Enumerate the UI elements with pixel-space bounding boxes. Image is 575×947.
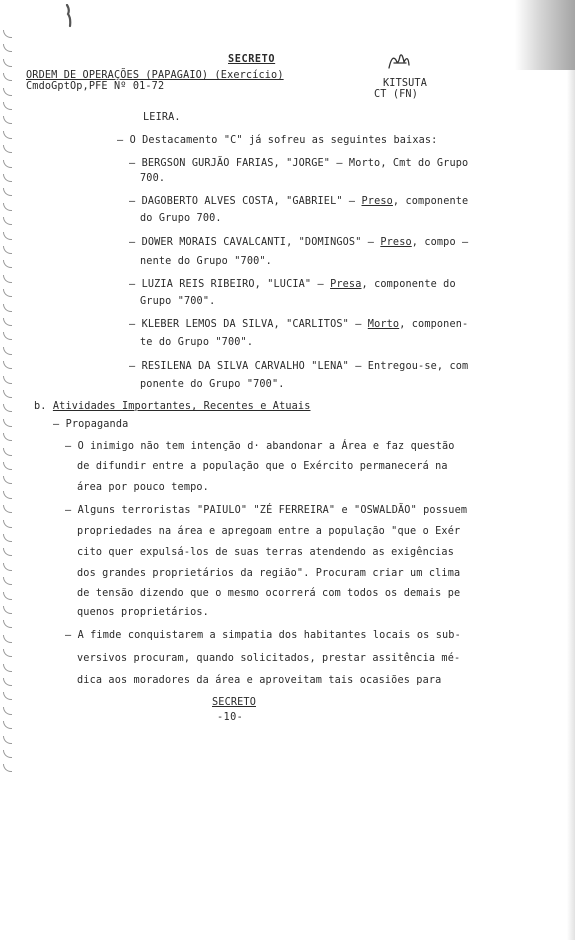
binding-hole xyxy=(3,404,12,412)
binding-hole xyxy=(3,534,12,542)
binding-hole xyxy=(3,606,12,614)
scan-edge-strip xyxy=(567,70,575,940)
casualty-status: Presa xyxy=(330,279,362,290)
binding-hole xyxy=(3,548,12,556)
binding-hole xyxy=(3,433,12,441)
casualty-role: , componente do xyxy=(361,279,456,290)
binding-hole xyxy=(3,232,12,240)
casualty-item: – RESILENA DA SILVA CARVALHO "LENA" – Entregou-se, com xyxy=(129,361,469,372)
binding-hole xyxy=(3,721,12,729)
casualty-item-cont: te do Grupo "700". xyxy=(140,337,254,348)
binding-hole xyxy=(3,260,12,268)
paragraph-line: – A fimde conquistarem a simpatia dos habitantes locais os sub- xyxy=(65,630,461,641)
binding-hole xyxy=(3,563,12,571)
binding-hole xyxy=(3,145,12,153)
binding-hole xyxy=(3,448,12,456)
paragraph-line: versivos procuram, quando solicitados, prestar assitência mé- xyxy=(77,653,461,664)
subsection-heading: – Propaganda xyxy=(53,419,129,430)
casualty-role: , compo – xyxy=(411,237,469,248)
staple-mark-icon xyxy=(64,4,74,28)
section-title: Atividades Importantes, Recentes e Atuais xyxy=(52,401,311,412)
binding-hole xyxy=(3,116,12,124)
classification-top: SECRETO xyxy=(228,54,276,65)
paragraph-line: cito quer expulsá-los de suas terras atendendo as exigências xyxy=(77,547,455,558)
paragraph-line: área por pouco tempo. xyxy=(77,482,209,493)
binding-hole xyxy=(3,376,12,384)
binding-holes xyxy=(0,0,14,780)
casualty-item-cont: do Grupo 700. xyxy=(140,213,222,224)
binding-hole xyxy=(3,203,12,211)
binding-hole xyxy=(3,664,12,672)
casualty-item xyxy=(129,279,456,291)
intro-line: – O Destacamento "C" já sofreu as seguintes baixas: xyxy=(117,135,438,146)
casualty-role: , componente xyxy=(392,196,469,207)
binding-hole xyxy=(3,361,12,369)
binding-hole xyxy=(3,750,12,758)
casualty-item-cont: ponente do Grupo "700". xyxy=(140,379,285,390)
section-heading xyxy=(34,401,311,413)
binding-hole xyxy=(3,505,12,513)
casualty-name: – LUZIA REIS RIBEIRO, "LUCIA" – xyxy=(129,279,331,290)
casualty-role: , componen- xyxy=(399,319,469,330)
binding-hole xyxy=(3,59,12,67)
casualty-name: – KLEBER LEMOS DA SILVA, "CARLITOS" – xyxy=(129,319,368,330)
paragraph-line: dica aos moradores da área e aproveitam tais ocasiões para xyxy=(77,675,442,686)
paragraph-line: – O inimigo não tem intenção d· abandonar a Área e faz questão xyxy=(65,441,455,452)
page-number: -10- xyxy=(217,712,244,723)
casualty-item xyxy=(129,319,468,331)
casualty-name: – DOWER MORAIS CAVALCANTI, "DOMINGOS" – xyxy=(129,237,381,248)
scan-edge-shadow xyxy=(515,0,575,70)
binding-hole xyxy=(3,332,12,340)
officer-rank: CT (FN) xyxy=(374,89,418,100)
binding-hole xyxy=(3,246,12,254)
casualty-item-cont: 700. xyxy=(140,173,166,184)
paragraph-line: propriedades na área e apregoam entre a população "que o Exér xyxy=(77,526,461,537)
binding-hole xyxy=(3,30,12,38)
binding-hole xyxy=(3,102,12,110)
binding-hole xyxy=(3,88,12,96)
order-number: CmdoGptOp,PFE Nº 01-72 xyxy=(26,81,165,92)
binding-hole xyxy=(3,476,12,484)
binding-hole xyxy=(3,217,12,225)
binding-hole xyxy=(3,678,12,686)
binding-hole xyxy=(3,707,12,715)
handwritten-initials-icon xyxy=(386,50,412,72)
binding-hole xyxy=(3,73,12,81)
binding-hole xyxy=(3,174,12,182)
binding-hole xyxy=(3,275,12,283)
casualty-item xyxy=(129,196,468,208)
binding-hole xyxy=(3,635,12,643)
casualty-item xyxy=(129,237,468,249)
binding-hole xyxy=(3,419,12,427)
binding-hole xyxy=(3,577,12,585)
casualty-status: Preso xyxy=(361,196,393,207)
binding-hole xyxy=(3,491,12,499)
binding-hole xyxy=(3,390,12,398)
binding-hole xyxy=(3,289,12,297)
binding-hole xyxy=(3,649,12,657)
casualty-item-cont: Grupo "700". xyxy=(140,296,216,307)
binding-hole xyxy=(3,160,12,168)
paragraph-line: de tensão dizendo que o mesmo ocorrerá com todos os demais pe xyxy=(77,588,461,599)
casualty-name: – DAGOBERTO ALVES COSTA, "GABRIEL" – xyxy=(129,196,362,207)
binding-hole xyxy=(3,304,12,312)
binding-hole xyxy=(3,592,12,600)
binding-hole xyxy=(3,44,12,52)
order-title: ORDEM DE OPERAÇÕES (PAPAGAIO) (Exercício) xyxy=(26,70,284,81)
casualty-item-cont: nente do Grupo "700". xyxy=(140,256,272,267)
officer-name: KITSUTA xyxy=(383,78,427,89)
paragraph-line: quenos proprietários. xyxy=(77,607,209,618)
binding-hole xyxy=(3,764,12,772)
binding-hole xyxy=(3,462,12,470)
text-line: LEIRA. xyxy=(143,112,181,123)
casualty-status: Morto xyxy=(367,319,400,330)
section-letter: b. xyxy=(34,401,47,412)
binding-hole xyxy=(3,131,12,139)
binding-hole xyxy=(3,188,12,196)
binding-hole xyxy=(3,347,12,355)
binding-hole xyxy=(3,736,12,744)
binding-hole xyxy=(3,692,12,700)
paragraph-line: de difundir entre a população que o Exército permanecerá na xyxy=(77,461,448,472)
paragraph-line: dos grandes proprietários da região". Procuram criar um clima xyxy=(77,568,461,579)
paragraph-line: – Alguns terroristas "PAIULO" "ZÉ FERREIRA" e "OSWALDÃO" possuem xyxy=(65,505,468,516)
casualty-item: – BERGSON GURJÃO FARIAS, "JORGE" – Morto, Cmt do Grupo xyxy=(129,158,469,169)
casualty-status: Preso xyxy=(380,237,412,248)
binding-hole xyxy=(3,520,12,528)
classification-bottom: SECRETO xyxy=(212,697,256,708)
binding-hole xyxy=(3,318,12,326)
binding-hole xyxy=(3,620,12,628)
